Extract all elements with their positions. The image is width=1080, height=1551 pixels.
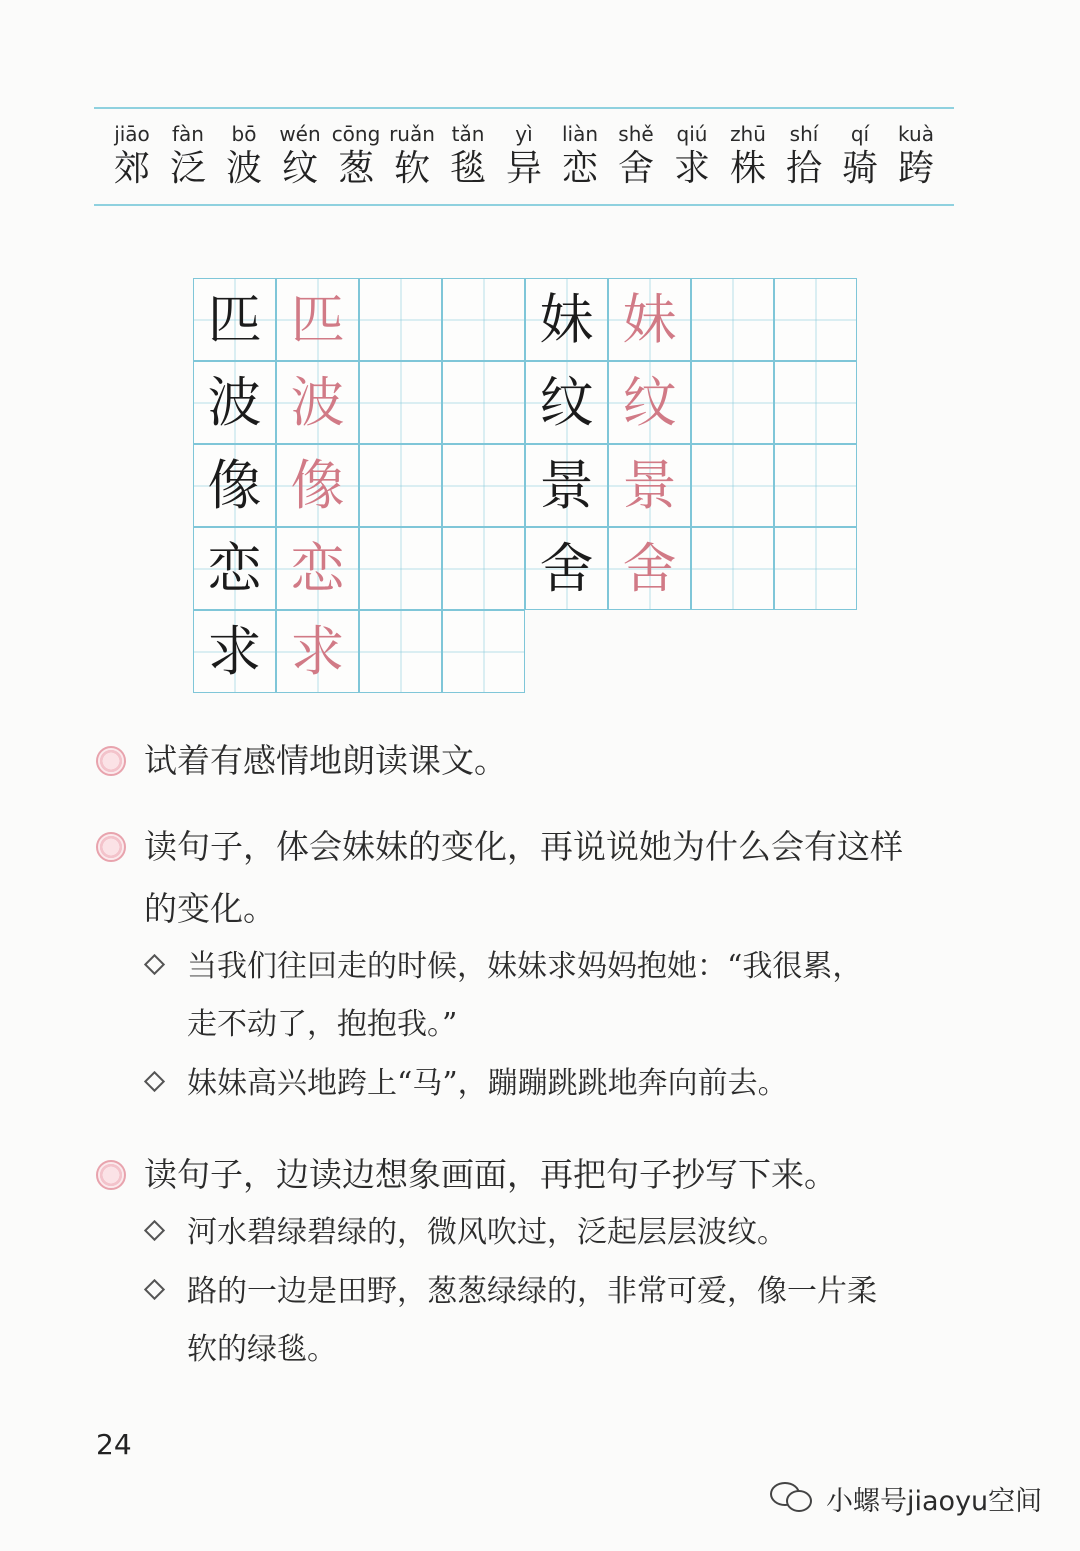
hanzi-character: 求 [673,148,710,189]
empty-practice-cell [359,278,442,361]
model-character-cell: 匹 [193,278,276,361]
diamond-bullet-icon [144,954,165,975]
sentence-text [187,1055,967,1113]
hanzi-character: 拾 [785,148,822,189]
model-character-cell: 像 [193,444,276,527]
hanzi-character: 软 [393,148,430,189]
trace-character-cell: 纹 [608,361,691,444]
empty-practice-cell [359,527,442,610]
hanzi-character: 毯 [449,148,486,189]
writing-practice-grid [193,278,857,696]
sentence-line: 妹妹高兴地跨上“马”，蹦蹦跳跳地奔向前去。 [187,1066,788,1101]
empty-practice-cell [359,444,442,527]
watermark [770,1478,1042,1518]
vocabulary-band [94,107,954,206]
vocabulary-item [888,121,944,191]
sentence-text [187,1263,967,1379]
vocabulary-item [552,121,608,191]
vocabulary-row [104,121,944,191]
sentence-text [187,938,967,1054]
model-character-cell: 舍 [525,527,608,610]
pinyin-label: bō [231,122,257,146]
vocabulary-item [664,121,720,191]
trace-character-cell: 恋 [276,527,359,610]
vocabulary-item [720,121,776,191]
exercise-line: 的变化。 [144,889,276,928]
empty-practice-cell [691,444,774,527]
pinyin-label: liàn [561,122,599,146]
vocabulary-item [216,121,272,191]
exercise-badge-icon [96,746,126,776]
empty-practice-cell [774,278,857,361]
model-character-cell: 妹 [525,278,608,361]
hanzi-character: 骑 [841,148,878,189]
sentence-line: 河水碧绿碧绿的，微风吹过，泛起层层波纹。 [187,1215,787,1250]
exercise-line: 读句子，体会妹妹的变化，再说说她为什么会有这样 [144,827,903,866]
empty-practice-cell [442,361,525,444]
exercise-2-text [144,816,964,940]
vocabulary-item [328,121,384,191]
trace-character-cell: 求 [276,610,359,693]
exercise-3-text [144,1144,964,1206]
pinyin-label: ruǎn [389,122,435,146]
page-number: 24 [96,1428,132,1461]
trace-character-cell: 像 [276,444,359,527]
vocabulary-item [496,121,552,191]
empty-practice-cell [774,527,857,610]
sentence-text [187,1204,967,1262]
exercise-line: 读句子，边读边想象画面，再把句子抄写下来。 [144,1155,837,1194]
hanzi-character: 跨 [897,148,934,189]
hanzi-character: 异 [505,148,542,189]
empty-practice-cell [359,361,442,444]
empty-practice-cell [691,527,774,610]
empty-practice-cell [359,610,442,693]
sentence-line: 当我们往回走的时候，妹妹求妈妈抱她：“我很累， [187,949,863,984]
hanzi-character: 株 [729,148,766,189]
pinyin-label: kuà [898,122,934,146]
exercise-badge-icon [96,1160,126,1190]
vocabulary-item [776,121,832,191]
diamond-bullet-icon [144,1071,165,1092]
model-character-cell: 纹 [525,361,608,444]
exercise-line: 试着有感情地朗读课文。 [144,741,507,780]
pinyin-label: yì [515,122,533,146]
hanzi-character: 舍 [617,148,654,189]
diamond-bullet-icon [144,1220,165,1241]
trace-character-cell: 匹 [276,278,359,361]
empty-practice-cell [691,361,774,444]
vocabulary-item [104,121,160,191]
vocabulary-item [440,121,496,191]
hanzi-character: 恋 [561,148,598,189]
exercise-1-text [144,730,964,792]
vocabulary-item [832,121,888,191]
sentence-line: 软的绿毯。 [187,1332,337,1367]
vocabulary-item [384,121,440,191]
vocabulary-item [608,121,664,191]
model-character-cell: 恋 [193,527,276,610]
exercise-badge-icon [96,832,126,862]
watermark-text: 小螺号jiaoyu空间 [826,1485,1043,1517]
pinyin-label: shě [618,122,654,146]
sentence-line: 走不动了，抱抱我。” [187,1007,458,1042]
empty-practice-cell [442,527,525,610]
empty-practice-cell [442,444,525,527]
empty-practice-cell [442,278,525,361]
pinyin-label: jiāo [114,122,150,146]
vocabulary-item [160,121,216,191]
model-character-cell: 求 [193,610,276,693]
empty-practice-cell [774,361,857,444]
trace-character-cell: 妹 [608,278,691,361]
vocabulary-item [272,121,328,191]
pinyin-label: qiú [676,122,708,146]
pinyin-label: fàn [172,122,204,146]
diamond-bullet-icon [144,1279,165,1300]
sentence-line: 路的一边是田野，葱葱绿绿的，非常可爱，像一片柔 [187,1274,877,1309]
pinyin-label: cōng [331,122,381,146]
pinyin-label: shí [789,122,819,146]
wechat-icon [770,1480,816,1516]
pinyin-label: qí [850,122,870,146]
trace-character-cell: 景 [608,444,691,527]
empty-practice-cell [774,444,857,527]
model-character-cell: 景 [525,444,608,527]
empty-practice-cell [691,278,774,361]
hanzi-character: 波 [225,148,262,189]
pinyin-label: tǎn [451,122,485,146]
pinyin-label: wén [279,122,321,146]
hanzi-character: 泛 [169,148,206,189]
hanzi-character: 葱 [337,148,374,189]
empty-practice-cell [442,610,525,693]
trace-character-cell: 波 [276,361,359,444]
hanzi-character: 郊 [113,148,150,189]
pinyin-label: zhū [730,122,766,146]
model-character-cell: 波 [193,361,276,444]
hanzi-character: 纹 [281,148,318,189]
trace-character-cell: 舍 [608,527,691,610]
